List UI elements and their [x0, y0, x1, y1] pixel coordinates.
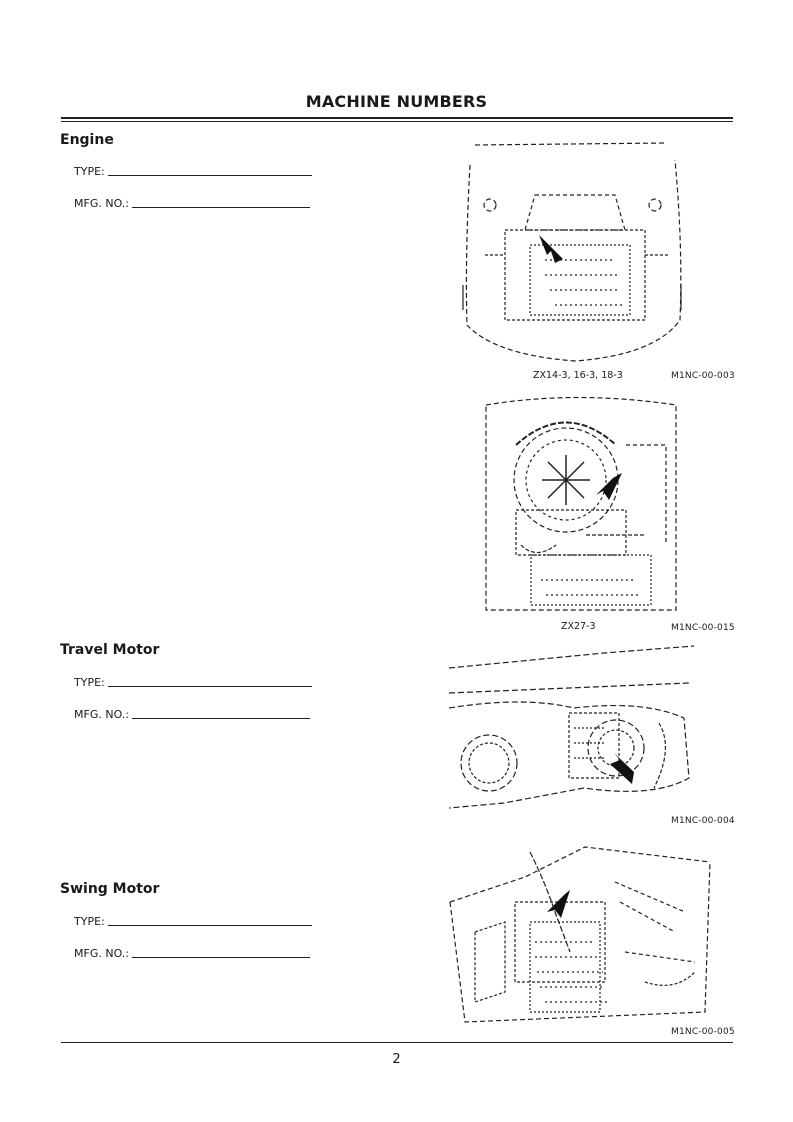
travel-motor-mfg-label: MFG. NO.: — [74, 708, 129, 721]
header-rule-thin — [61, 121, 733, 122]
figure-code: M1NC-00-015 — [671, 623, 735, 633]
section-heading-engine: Engine — [60, 132, 114, 148]
travel-motor-mfg-blank[interactable] — [132, 718, 310, 719]
section-heading-swing-motor: Swing Motor — [60, 881, 160, 897]
figure-caption: ZX14-3, 16-3, 18-3 — [533, 370, 623, 381]
travel-motor-mfg-field[interactable] — [74, 708, 310, 721]
header-rule — [61, 117, 733, 119]
section-heading-travel-motor: Travel Motor — [60, 642, 160, 658]
engine-type-blank[interactable] — [108, 175, 312, 176]
swing-motor-mfg-blank[interactable] — [132, 957, 310, 958]
footer-rule — [61, 1042, 733, 1043]
engine-type-field[interactable] — [74, 165, 312, 178]
engine-mfg-blank[interactable] — [132, 207, 310, 208]
figure-code: M1NC-00-005 — [671, 1027, 735, 1037]
swing-motor-mfg-field[interactable] — [74, 947, 310, 960]
travel-motor-type-field[interactable] — [74, 676, 312, 689]
engine-fan-illustration — [476, 385, 684, 617]
travel-motor-illustration — [444, 638, 696, 816]
page-title: MACHINE NUMBERS — [305, 92, 488, 111]
figure-code: M1NC-00-003 — [671, 371, 735, 381]
engine-mfg-label: MFG. NO.: — [74, 197, 129, 210]
swing-motor-type-blank[interactable] — [108, 925, 312, 926]
swing-motor-illustration — [445, 842, 713, 1028]
engine-mfg-field[interactable] — [74, 197, 310, 210]
figure-code: M1NC-00-004 — [671, 816, 735, 826]
swing-motor-type-label: TYPE: — [74, 915, 105, 928]
figure-caption: ZX27-3 — [561, 621, 596, 632]
page-number: 2 — [392, 1052, 401, 1067]
engine-compartment-illustration — [455, 135, 690, 367]
engine-type-label: TYPE: — [74, 165, 105, 178]
swing-motor-type-field[interactable] — [74, 915, 312, 928]
travel-motor-type-blank[interactable] — [108, 686, 312, 687]
travel-motor-type-label: TYPE: — [74, 676, 105, 689]
swing-motor-mfg-label: MFG. NO.: — [74, 947, 129, 960]
